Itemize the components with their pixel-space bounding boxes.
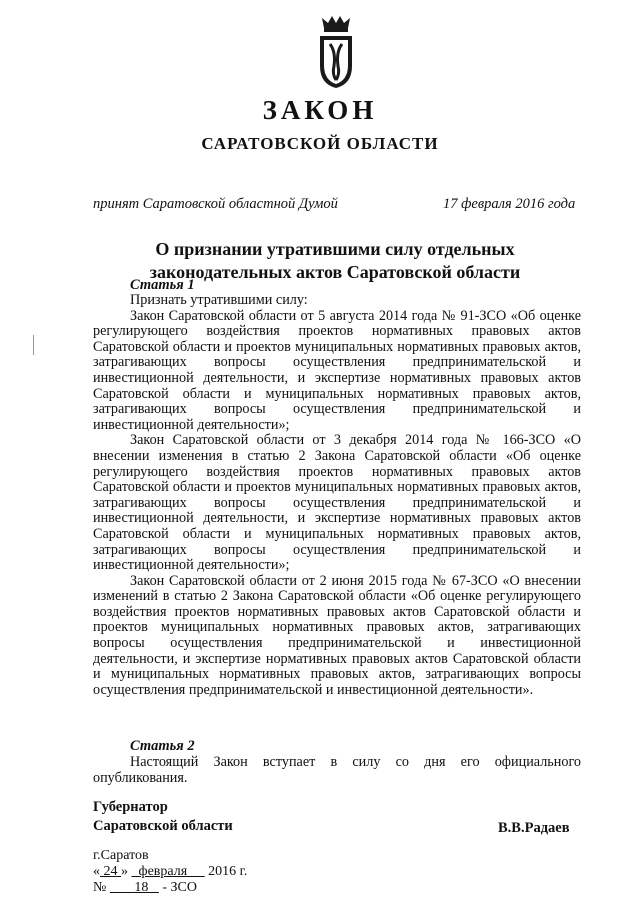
article-1-body bbox=[93, 293, 581, 698]
article-1-item-2: Закон Саратовской области от 3 декабря 2014 года № 166-ЗСО «О внесении изменения в статью 2 Закона Саратовской области «Об оценке регулирующего воздействия проектов нормативных правовых актов Саратовской области и проектов муниципальных нормативных правовых актов, затрагивающих вопросы осуществления предпринимательской и инвестиционной деятельности, и экспертизе нормативных правовых актов Саратовской области и муниципальных нормативных правовых актов, затрагивающих вопросы осуществления предпринимательской и инвестиционной деятельности»; bbox=[93, 432, 581, 574]
law-number bbox=[93, 880, 197, 896]
margin-mark bbox=[33, 335, 34, 355]
signing-place: г.Саратов bbox=[93, 848, 149, 863]
region-title: САРАТОВСКОЙ ОБЛАСТИ bbox=[201, 134, 439, 153]
article-2-label: Статья 2 bbox=[130, 738, 195, 754]
date-year: 2016 г. bbox=[204, 864, 248, 879]
date-close-quote: » bbox=[121, 864, 132, 879]
article-1-item-1: Закон Саратовской области от 5 августа 2014 года № 91-ЗСО «Об оценке регулирующего воздействия проектов нормативных правовых актов Саратовской области и проектов муниципальных нормативных правовых актов, затрагивающих вопросы осуществления предпринимательской и инвестиционной деятельности, и экспертизе нормативных правовых актов Саратовской области и муниципальных нормативных правовых актов, затрагивающих вопросы осуществления предпринимательской и инвестиционной деятельности»; bbox=[93, 307, 581, 433]
date-day: 24 bbox=[100, 864, 121, 879]
article-2-text: Настоящий Закон вступает в силу со дня его официального опубликования. bbox=[93, 754, 581, 786]
coat-of-arms-emblem-icon bbox=[318, 14, 354, 90]
article-1-item-3: Закон Саратовской области от 2 июня 2015 года № 67-ЗСО «О внесении изменений в статью 2 Закона Саратовской области «Об оценке регулирующего воздействия проектов нормативных правовых актов Саратовской области и проектов муниципальных нормативных правовых актов, затрагивающих вопросы осуществления предпринимательской и инвестиционной деятельности, и экспертизе нормативных правовых актов Саратовской области и муниципальных нормативных правовых актов, затрагивающих вопросы осуществления предпринимательской и инвестиционной деятельности». bbox=[93, 572, 581, 698]
number-value: 18 bbox=[109, 880, 159, 895]
heading-line-1: О признании утратившими силу отдельных bbox=[155, 239, 515, 259]
article-1-label: Статья 1 bbox=[130, 277, 195, 293]
adopted-by: принят Саратовской областной Думой bbox=[93, 196, 338, 212]
article-1-intro: Признать утратившими силу: bbox=[130, 292, 308, 308]
date-open-quote: « bbox=[93, 864, 100, 879]
date-month: февраля bbox=[131, 864, 205, 879]
signing-date bbox=[93, 864, 247, 880]
signatory-title-line-1: Губернатор bbox=[93, 799, 168, 815]
signatory-title bbox=[93, 798, 233, 836]
signatory-name: В.В.Радаев bbox=[498, 820, 570, 836]
adopted-date: 17 февраля 2016 года bbox=[443, 196, 576, 212]
article-2-body bbox=[93, 755, 581, 786]
heading-line-2: законодательных актов Саратовской области bbox=[149, 262, 521, 282]
signatory-title-line-2: Саратовской области bbox=[93, 818, 233, 834]
number-prefix: № bbox=[93, 880, 110, 895]
law-title: ЗАКОН bbox=[262, 95, 378, 125]
number-suffix: - ЗСО bbox=[158, 880, 197, 895]
